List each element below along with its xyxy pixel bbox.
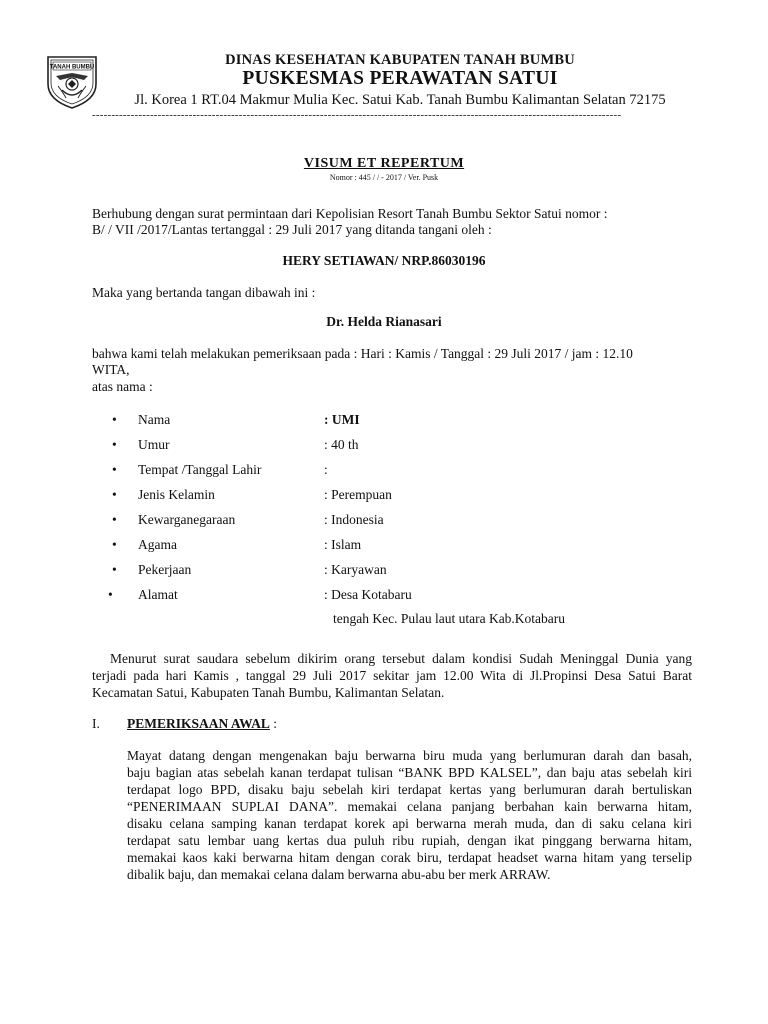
identity-row-religion bbox=[112, 537, 652, 557]
bullet: • bbox=[112, 487, 117, 502]
paragraph-line: Menurut surat saudara sebelum dikirim orang tersebut dalam kondisi Sudah Meninggal Dunia yang bbox=[110, 651, 692, 666]
identity-label: Kewarganegaraan bbox=[138, 512, 236, 527]
section-heading-text: PEMERIKSAAN AWAL bbox=[127, 716, 270, 731]
identity-value: : bbox=[324, 462, 328, 477]
identity-row-age bbox=[112, 437, 652, 457]
paragraph-line: dibalik baju, dan memakai celana dalam berwarna abu-abu ber merk ARRAW. bbox=[127, 867, 551, 882]
letterhead-separator: ----------------------------------------------------------------------------------------------------------------------------------------- bbox=[92, 109, 622, 121]
doctor-name: Dr. Helda Rianasari bbox=[326, 314, 442, 329]
identity-value: : UMI bbox=[324, 412, 360, 427]
identity-value: : Islam bbox=[324, 537, 362, 552]
bullet: • bbox=[112, 437, 117, 452]
paragraph-line: Kecamatan Satui, Kabupaten Tanah Bumbu, Kalimantan Selatan. bbox=[92, 685, 445, 700]
bullet: • bbox=[112, 512, 117, 527]
on-behalf-of: atas nama : bbox=[92, 379, 153, 394]
section-heading-suffix: : bbox=[269, 716, 278, 731]
identity-value: : Karyawan bbox=[324, 562, 387, 577]
paragraph-line: disaku celana samping kanan terdapat korek api berwarna merah muda, dan di saku celana kiri bbox=[127, 816, 692, 831]
signatory-intro: Maka yang bertanda tangan dibawah ini : bbox=[92, 285, 316, 300]
paragraph-line: Mayat datang dengan mengenakan baju berwarna biru muda yang berlumuran darah dan basah, bbox=[127, 748, 692, 763]
identity-value: : 40 th bbox=[324, 437, 359, 452]
document-title: VISUM ET REPERTUM bbox=[303, 156, 465, 171]
bullet: • bbox=[108, 587, 113, 602]
identity-row-occupation bbox=[112, 562, 652, 582]
document-number: Nomor : 445 / / - 2017 / Ver. Pusk bbox=[329, 173, 439, 182]
institution-address: Jl. Korea 1 RT.04 Makmur Mulia Kec. Satui Kab. Tanah Bumbu Kalimantan Selatan 72175 bbox=[134, 92, 666, 108]
identity-row-citizenship bbox=[112, 512, 652, 532]
logo-text: TANAH BUMBU bbox=[49, 64, 95, 71]
initial-examination-paragraph bbox=[127, 747, 692, 883]
bullet: • bbox=[112, 412, 117, 427]
identity-address-continued: tengah Kec. Pulau laut utara Kab.Kotabaru bbox=[333, 611, 566, 626]
identity-row-name bbox=[112, 412, 652, 432]
incident-paragraph bbox=[92, 650, 692, 701]
bullet: • bbox=[112, 562, 117, 577]
paragraph-line: baju bagian atas sebelah kanan terdapat tulisan “BANK BPD KALSEL”, dan baju atas sebelah kiri bbox=[127, 765, 692, 780]
identity-value: : Perempuan bbox=[324, 487, 392, 502]
officer-name: HERY SETIAWAN/ NRP.86030196 bbox=[282, 253, 486, 268]
regency-emblem-logo bbox=[44, 54, 100, 110]
identity-label: Pekerjaan bbox=[138, 562, 192, 577]
bullet: • bbox=[112, 462, 117, 477]
institution-name: PUSKESMAS PERAWATAN SATUI bbox=[242, 68, 558, 89]
section-heading bbox=[127, 716, 277, 732]
paragraph-line: terdapat logo BPD, disaku baju sebelah kiri terdapat kertas yang berlumuran darah bertuliskan bbox=[127, 782, 692, 797]
bullet: • bbox=[112, 537, 117, 552]
identity-label: Umur bbox=[138, 437, 170, 452]
identity-row-address bbox=[108, 587, 652, 607]
section-number: I. bbox=[92, 716, 100, 731]
identity-label: Jenis Kelamin bbox=[138, 487, 215, 502]
identity-row-address-cont bbox=[112, 611, 652, 631]
request-line-1: Berhubung dengan surat permintaan dari Kepolisian Resort Tanah Bumbu Sektor Satui nomor : bbox=[92, 206, 608, 221]
identity-label: Tempat /Tanggal Lahir bbox=[138, 462, 262, 477]
paragraph-line: memakai kaos kaki berwarna hitam dengan corak biru, terdapat headset warna hitam yang terselip bbox=[127, 850, 692, 865]
examination-line-1: bahwa kami telah melakukan pemeriksaan pada : Hari : Kamis / Tanggal : 29 Juli 2017 / jam : 12.10 bbox=[92, 346, 633, 361]
request-line-2: B/ / VII /2017/Lantas tertanggal : 29 Juli 2017 yang ditanda tangani oleh : bbox=[92, 222, 492, 237]
paragraph-line: “PENERIMAAN SUPLAI DANA”. memakai celana panjang berbahan kain berwarna hitam, bbox=[127, 799, 692, 814]
paragraph-line: terdapat satu lembar uang kertas dua puluh ribu rupiah, dengan ikat pinggang berwarna hitam, bbox=[127, 833, 692, 848]
identity-row-birth bbox=[112, 462, 652, 482]
identity-row-sex bbox=[112, 487, 652, 507]
identity-label: Alamat bbox=[138, 587, 178, 602]
paragraph-line: terjadi pada hari Kamis , tanggal 29 Juli 2017 sekitar jam 12.00 Wita di Jl.Propinsi Desa Satui Barat bbox=[92, 668, 692, 683]
identity-label: Agama bbox=[138, 537, 177, 552]
identity-label: Nama bbox=[138, 412, 171, 427]
identity-value: : Indonesia bbox=[324, 512, 384, 527]
identity-value: : Desa Kotabaru bbox=[324, 587, 412, 602]
agency-name: DINAS KESEHATAN KABUPATEN TANAH BUMBU bbox=[225, 52, 575, 68]
examination-line-2: WITA, bbox=[92, 362, 130, 377]
